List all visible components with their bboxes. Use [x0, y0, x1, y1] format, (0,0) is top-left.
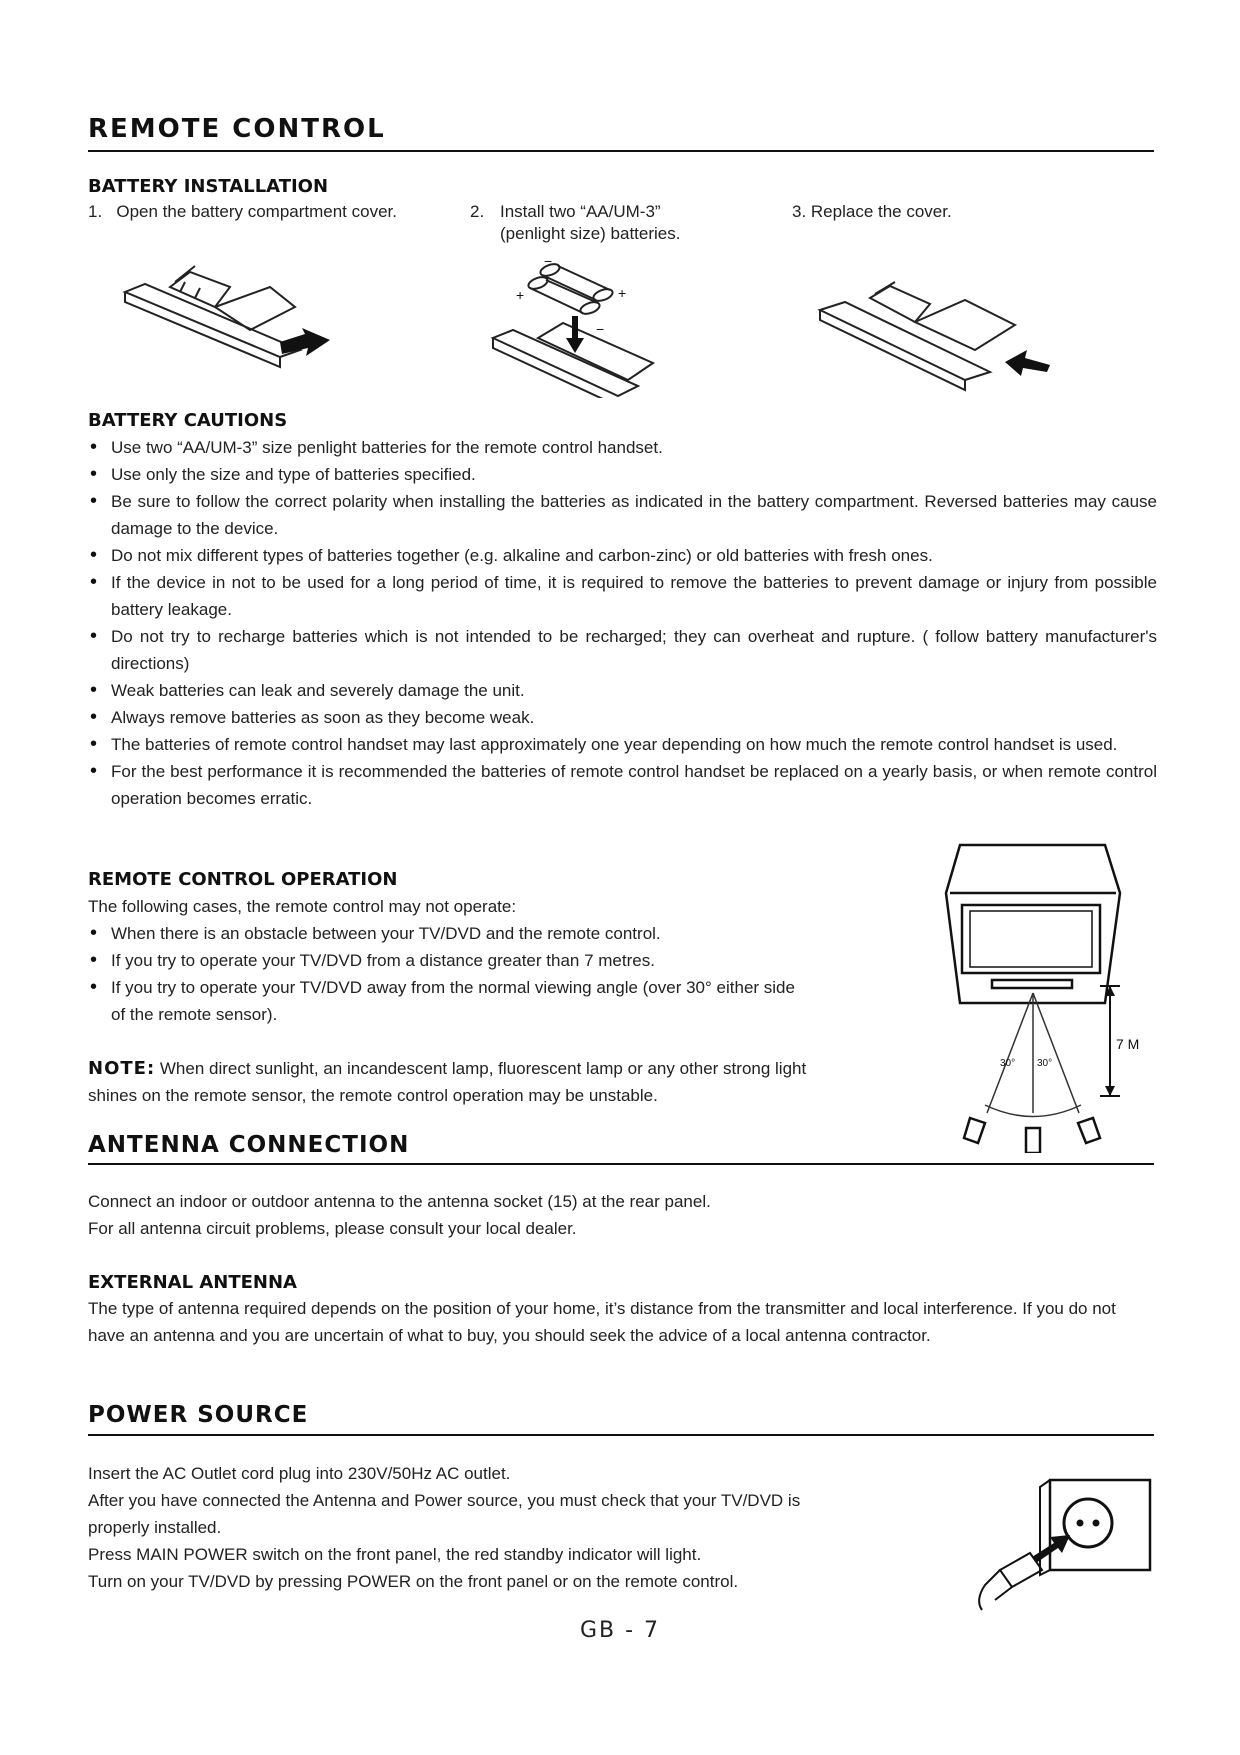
- section-title-power: POWER SOURCE: [88, 1402, 309, 1428]
- note-text: When direct sunlight, an incandescent lamp, fluorescent lamp or any other strong light shines on the remote sensor, the remote control operation may be unstable.: [88, 1059, 807, 1105]
- distance-label: 7 M: [1116, 1036, 1140, 1052]
- remote-replace-cover-illustration: [815, 280, 1055, 395]
- power-plug-illustration: [970, 1475, 1155, 1615]
- power-line-4: Turn on your TV/DVD by pressing POWER on the front panel or on the remote control.: [88, 1572, 739, 1591]
- battery-cautions-list: [88, 434, 1157, 812]
- remote-open-cover-illustration: [120, 262, 340, 372]
- list-item: • Do not mix different types of batteries together (e.g. alkaline and carbon-zinc) or old batteries with fresh ones.: [88, 542, 1157, 569]
- external-antenna-text: The type of antenna required depends on the position of your home, it’s distance from the transmitter and local interference. If you do not have an antenna and you are uncertain of what to buy, you should seek the advice of a local antenna contractor.: [88, 1299, 1116, 1345]
- battery-cautions-heading: BATTERY CAUTIONS: [88, 410, 288, 431]
- section-title-remote-control: REMOTE CONTROL: [88, 114, 386, 144]
- list-item: • If you try to operate your TV/DVD from a distance greater than 7 metres.: [88, 947, 808, 974]
- remote-operation-list: [88, 920, 808, 1028]
- install-step-2-line-2: (penlight size) batteries.: [500, 224, 681, 243]
- svg-text:+: +: [618, 285, 627, 301]
- svg-text:−: −: [544, 258, 553, 269]
- list-item: • If the device in not to be used for a long period of time, it is required to remove the batteries to prevent damage or injury from possible battery leakage.: [88, 569, 1157, 623]
- list-item: • If you try to operate your TV/DVD away from the normal viewing angle (over 30° either side of the remote sensor).: [88, 974, 808, 1028]
- list-item: • Use only the size and type of batteries specified.: [88, 461, 1157, 488]
- tv-remote-range-diagram: [940, 843, 1140, 1153]
- battery-insertion-illustration: [488, 258, 673, 398]
- battery-installation-heading: BATTERY INSTALLATION: [88, 176, 329, 197]
- section-divider: [88, 1163, 1154, 1165]
- list-item: • Weak batteries can leak and severely damage the unit.: [88, 677, 1157, 704]
- list-item: • For the best performance it is recommended the batteries of remote control handset be replaced on a yearly basis, or when remote control operation becomes erratic.: [88, 758, 1157, 812]
- antenna-line-1: Connect an indoor or outdoor antenna to the antenna socket (15) at the rear panel.: [88, 1192, 711, 1211]
- power-line-1: Insert the AC Outlet cord plug into 230V/50Hz AC outlet.: [88, 1464, 511, 1483]
- external-antenna-heading: EXTERNAL ANTENNA: [88, 1272, 297, 1293]
- install-step-1: 1. Open the battery compartment cover.: [88, 202, 397, 221]
- power-line-2: After you have connected the Antenna and Power source, you must check that your TV/DVD is properly installed.: [88, 1491, 801, 1537]
- remote-operation-intro: The following cases, the remote control may not operate:: [88, 897, 517, 916]
- angle-left-label: 30°: [1000, 1058, 1016, 1069]
- remote-operation-heading: REMOTE CONTROL OPERATION: [88, 869, 398, 890]
- remote-operation-note: [88, 1055, 808, 1109]
- install-step-3: 3. Replace the cover.: [792, 202, 952, 221]
- section-divider: [88, 1434, 1154, 1436]
- note-label: NOTE:: [88, 1058, 156, 1079]
- list-item: • Always remove batteries as soon as they become weak.: [88, 704, 1157, 731]
- list-item: • Use two “AA/UM-3” size penlight batteries for the remote control handset.: [88, 434, 1157, 461]
- power-line-3: Press MAIN POWER switch on the front panel, the red standby indicator will light.: [88, 1545, 702, 1564]
- list-item: • Do not try to recharge batteries which is not intended to be recharged; they can overheat and rupture. ( follow battery manufacturer's directions): [88, 623, 1157, 677]
- page-number: GB - 7: [579, 1618, 661, 1643]
- list-item: • Be sure to follow the correct polarity when installing the batteries as indicated in the battery compartment. Reversed batteries may cause damage to the device.: [88, 488, 1157, 542]
- install-step-2-number: 2.: [470, 202, 485, 221]
- install-step-2-line-1: Install two “AA/UM-3”: [500, 202, 661, 221]
- section-divider: [88, 150, 1154, 152]
- section-title-antenna: ANTENNA CONNECTION: [88, 1132, 410, 1158]
- antenna-line-2: For all antenna circuit problems, please consult your local dealer.: [88, 1219, 577, 1238]
- list-item: • The batteries of remote control handset may last approximately one year depending on how much the remote control handset is used.: [88, 731, 1157, 758]
- svg-text:+: +: [516, 287, 525, 303]
- list-item: • When there is an obstacle between your TV/DVD and the remote control.: [88, 920, 808, 947]
- svg-text:−: −: [596, 321, 605, 337]
- angle-right-label: 30°: [1037, 1058, 1053, 1069]
